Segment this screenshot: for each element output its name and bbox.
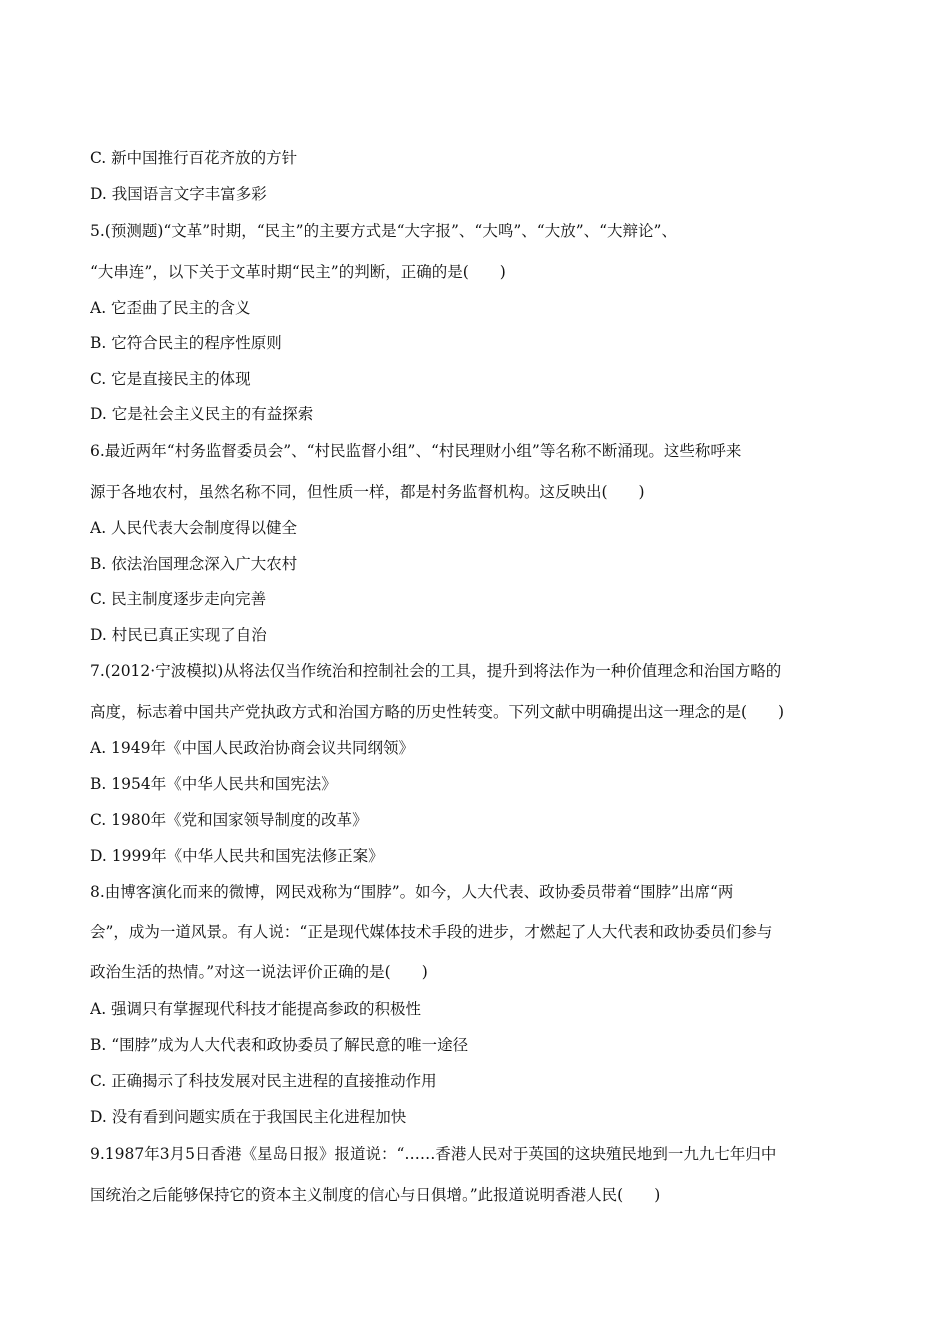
q7-stem-line-1: 7.(2012·宁波模拟)从将法仅当作统治和控制社会的工具，提升到将法作为一种价值理念和治国方略的 [90, 662, 782, 680]
q7-stem-line-2: 高度，标志着中国共产党执政方式和治国方略的历史性转变。下列文献中明确提出这一理念的是( ) [90, 703, 785, 721]
q5-option-c: C. 它是直接民主的体现 [90, 370, 251, 388]
q8-option-b: B. “围脖”成为人大代表和政协委员了解民意的唯一途径 [90, 1036, 469, 1054]
q8-option-d: D. 没有看到问题实质在于我国民主化进程加快 [90, 1108, 407, 1126]
q6-stem-line-1: 6.最近两年“村务监督委员会”、“村民监督小组”、“村民理财小组”等名称不断涌现。这些称呼来 [90, 442, 742, 460]
q7-option-c: C. 1980年《党和国家领导制度的改革》 [90, 811, 368, 829]
q4-option-d: D. 我国语言文字丰富多彩 [90, 185, 267, 203]
q9-stem-line-2: 国统治之后能够保持它的资本主义制度的信心与日俱增。”此报道说明香港人民( ) [90, 1186, 661, 1204]
q4-option-c: C. 新中国推行百花齐放的方针 [90, 149, 298, 167]
q6-option-b: B. 依法治国理念深入广大农村 [90, 555, 298, 573]
q5-option-d: D. 它是社会主义民主的有益探索 [90, 405, 314, 423]
q8-stem-line-1: 8.由博客演化而来的微博，网民戏称为“围脖”。如今，人大代表、政协委员带着“围脖”出席“两 [90, 883, 734, 901]
q9-stem-line-1: 9.1987年3月5日香港《星岛日报》报道说：“……香港人民对于英国的这块殖民地到一九九七年归中 [90, 1145, 777, 1163]
q7-option-a: A. 1949年《中国人民政治协商会议共同纲领》 [90, 739, 414, 757]
q6-stem-line-2: 源于各地农村，虽然名称不同，但性质一样，都是村务监督机构。这反映出( ) [90, 483, 645, 501]
q8-option-c: C. 正确揭示了科技发展对民主进程的直接推动作用 [90, 1072, 437, 1090]
q8-stem-line-3: 政治生活的热情。”对这一说法评价正确的是( ) [90, 963, 428, 981]
q8-option-a: A. 强调只有掌握现代科技才能提高参政的积极性 [90, 1000, 422, 1018]
q5-option-b: B. 它符合民主的程序性原则 [90, 334, 282, 352]
q7-option-b: B. 1954年《中华人民共和国宪法》 [90, 775, 337, 793]
q6-option-d: D. 村民已真正实现了自治 [90, 626, 267, 644]
q5-stem-line-2: “大串连”，以下关于文革时期“民主”的判断，正确的是( ) [90, 263, 506, 281]
q6-option-c: C. 民主制度逐步走向完善 [90, 590, 267, 608]
q6-option-a: A. 人民代表大会制度得以健全 [90, 519, 298, 537]
q7-option-d: D. 1999年《中华人民共和国宪法修正案》 [90, 847, 384, 865]
q5-option-a: A. 它歪曲了民主的含义 [90, 299, 251, 317]
q8-stem-line-2: 会”，成为一道风景。有人说：“正是现代媒体技术手段的进步，才燃起了人大代表和政协委员们参与 [90, 923, 773, 941]
q5-stem-line-1: 5.(预测题)“文革”时期，“民主”的主要方式是“大字报”、“大鸣”、“大放”、“大辩论”、 [90, 222, 677, 240]
